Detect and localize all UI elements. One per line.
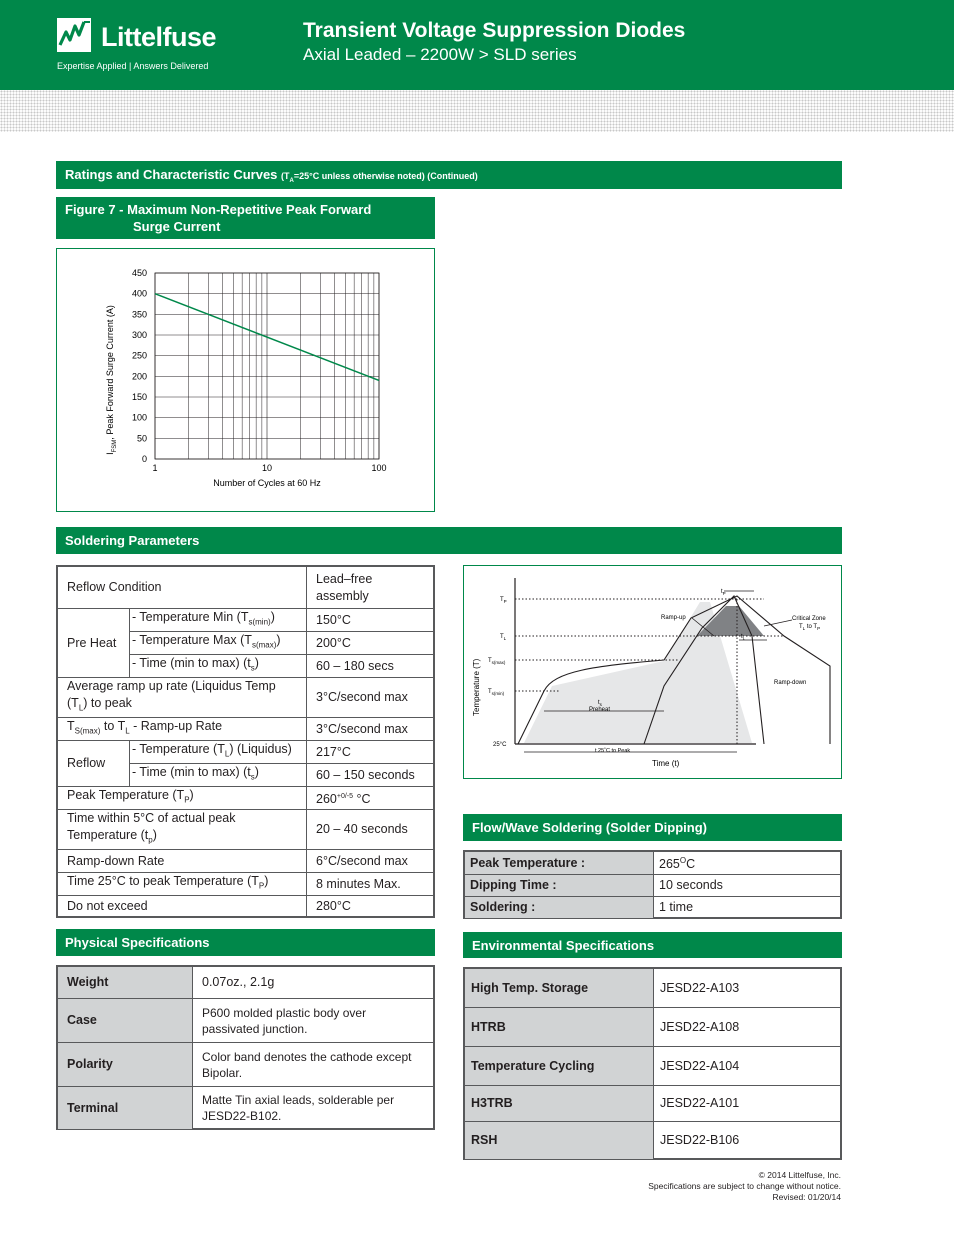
table-row [58, 873, 435, 896]
env-row-label: High Temp. Storage [465, 969, 654, 1008]
y-tick-label: 0 [141, 454, 147, 464]
physical-row-label: Weight [58, 967, 193, 999]
table-row [58, 741, 435, 764]
table-row [58, 810, 435, 850]
ramp-down-value: 6°C/second max [307, 850, 435, 873]
tsmax-label: $T_{s(max)}$ [488, 658, 506, 665]
time-25-peak-value: 8 minutes Max. [307, 873, 435, 896]
y-tick-label: 400 [131, 288, 147, 299]
tsmin-label: $T_{s(min)}$ [488, 689, 505, 696]
table-row [465, 852, 842, 875]
lead-free-value: Lead–free assembly [307, 567, 435, 609]
physical-title: Physical Specifications [65, 935, 210, 950]
critical-zone-range: $T_L$ to $T_P$ [799, 624, 821, 631]
logo-tagline: Expertise Applied | Answers Delivered [57, 61, 209, 71]
reflow-profile-diagram [464, 566, 841, 778]
temp-max-value: 200°C [307, 632, 435, 655]
y-tick-label: 100 [131, 412, 147, 423]
figure7-title-line2: Surge Current [133, 219, 221, 234]
document-subtitle: Axial Leaded – 2200W > SLD series [303, 45, 577, 64]
logo-wordmark: Littelfuse [101, 22, 217, 52]
y-tick-label: 300 [131, 330, 147, 340]
flow-row-label: Dipping Time : [465, 875, 654, 897]
reflow-label: Reflow [58, 741, 130, 787]
x-tick-label: 10 [261, 463, 273, 473]
table-row [58, 567, 435, 609]
physical-row-label: Terminal [58, 1087, 193, 1130]
flow-row-value: 1 time [654, 897, 842, 919]
within-5-label: Time within 5°C of actual peak Temperature $(t_p)$ [58, 810, 307, 850]
flow-row-value: $265^OC$ [654, 852, 842, 875]
soldering-params-table [57, 566, 435, 918]
x-tick-label: 100 [371, 463, 387, 473]
table-row [58, 678, 435, 718]
within-5-value: 20 – 40 seconds [307, 810, 435, 850]
document-title: Transient Voltage Suppression Diodes [303, 19, 686, 42]
flow-wave-table [464, 851, 842, 919]
reflow-temp-label: - Temperature $(T_L)$ (Liquidus) [130, 741, 307, 764]
do-not-exceed-label: Do not exceed [58, 896, 307, 918]
table-row [465, 875, 842, 897]
ratings-title: Ratings and Characteristic Curves [65, 167, 278, 182]
y-tick-label: 250 [131, 350, 147, 361]
critical-zone-label: Critical Zone [792, 616, 826, 622]
preheat-label: Preheat [589, 707, 611, 713]
env-row-value: JESD22-B106 [654, 1122, 842, 1160]
physical-row-value: 0.07oz., 2.1g [193, 967, 435, 999]
reflow-time-value: 60 – 150 seconds [307, 764, 435, 787]
flow-wave-title: Flow/Wave Soldering (Solder Dipping) [472, 820, 707, 835]
y-axis-label: $I_{FSM}$, Peak Forward Surge Current (A) [105, 305, 118, 455]
environmental-title: Environmental Specifications [472, 938, 655, 953]
env-row-value: JESD22-A101 [654, 1086, 842, 1122]
figure7-title-bar [56, 197, 435, 239]
env-row-value: JESD22-A108 [654, 1008, 842, 1047]
table-row [465, 897, 842, 919]
do-not-exceed-value: 280°C [307, 896, 435, 918]
y-tick-label: 200 [131, 371, 147, 382]
tp-time-label: $t_P$ [721, 589, 726, 596]
flow-row-value: 10 seconds [654, 875, 842, 897]
reflow-time-label: - Time (min to max) $(t_s)$ [130, 764, 307, 787]
littelfuse-logo-icon [57, 18, 97, 52]
tl-time-label: $t_L$ [741, 634, 746, 641]
temp-max-label: - Temperature Max $(T_{s(max)})$ [130, 632, 307, 655]
table-row [58, 787, 435, 810]
surge-current-chart [57, 249, 434, 511]
physical-section-bar [56, 929, 435, 956]
flow-wave-section-bar [463, 814, 842, 841]
profile-y-label: Temperature (T) [472, 658, 481, 716]
table-row [465, 1008, 842, 1047]
table-row [465, 1122, 842, 1160]
figure7-title-line1: Figure 7 - Maximum Non-Repetitive Peak Forward [65, 202, 372, 217]
avg-ramp-value: 3°C/second max [307, 678, 435, 718]
physical-row-value: P600 molded plastic body over passivated junction. [193, 999, 435, 1043]
time-minmax-value: 60 – 180 secs [307, 655, 435, 678]
y-tick-label: 350 [131, 309, 147, 320]
x-axis-label: Number of Cycles at 60 Hz [213, 478, 321, 488]
avg-ramp-label: Average ramp up rate (Liquidus Temp $(T_L)$ to peak [58, 678, 307, 718]
table-row [465, 1047, 842, 1086]
t25-label: 25°C [493, 742, 507, 748]
page-header [0, 0, 954, 90]
table-row [58, 967, 435, 999]
env-row-label: HTRB [465, 1008, 654, 1047]
environmental-section-bar [463, 932, 842, 958]
soldering-title: Soldering Parameters [65, 533, 200, 548]
environmental-specs-table [464, 968, 842, 1160]
footer-notice: Specifications are subject to change without notice. [648, 1181, 841, 1191]
time-minmax-label: - Time (min to max) $(t_s)$ [130, 655, 307, 678]
preheat-label: Pre Heat [58, 609, 130, 678]
x-tick-label: 1 [152, 463, 158, 473]
profile-x-label: Time (t) [652, 759, 680, 768]
ramp-up-label: Ramp-up [661, 615, 686, 621]
physical-row-label: Case [58, 999, 193, 1043]
tl-label: $T_L$ [500, 634, 507, 641]
flow-row-label: Soldering : [465, 897, 654, 919]
footer-copyright: © 2014 Littelfuse, Inc. [758, 1170, 841, 1180]
ratings-note: ($T_A=25^\circ C$ unless otherwise noted) (Continued) [281, 171, 478, 184]
header-dot-band [0, 90, 954, 132]
page-footer [648, 1170, 841, 1203]
physical-row-label: Polarity [58, 1043, 193, 1087]
ramp-down-label: Ramp-down [774, 680, 807, 686]
table-row [58, 609, 435, 632]
littelfuse-logo [57, 18, 217, 57]
table-row [58, 718, 435, 741]
time-25-peak-label: Time 25°C to peak Temperature $(T_P)$ [58, 873, 307, 896]
table-row [58, 999, 435, 1043]
peak-temp-value: $260^{+0/-5}$ °C [307, 787, 435, 810]
ratings-section-bar [56, 161, 842, 189]
table-row [58, 1043, 435, 1087]
env-row-label: Temperature Cycling [465, 1047, 654, 1086]
footer-revised: Revised: 01/20/14 [772, 1192, 841, 1202]
env-row-label: H3TRB [465, 1086, 654, 1122]
physical-row-value: Matte Tin axial leads, solderable per JESD22-B102. [193, 1087, 435, 1130]
temp-min-label: - Temperature Min $(T_{s(min)})$ [130, 609, 307, 632]
table-row [58, 896, 435, 918]
physical-specs-table [57, 966, 435, 1130]
y-tick-label: 50 [136, 433, 147, 444]
temp-min-value: 150°C [307, 609, 435, 632]
soldering-section-bar [56, 527, 842, 554]
env-row-value: JESD22-A103 [654, 969, 842, 1008]
physical-row-value: Color band denotes the cathode except Bipolar. [193, 1043, 435, 1087]
t25-peak-label: t 25˚C to Peak [595, 748, 631, 754]
ts-to-tl-value: 3°C/second max [307, 718, 435, 741]
reflow-condition-label: Reflow Condition [58, 567, 307, 609]
reflow-temp-value: 217°C [307, 741, 435, 764]
env-row-value: JESD22-A104 [654, 1047, 842, 1086]
table-row [58, 850, 435, 873]
ts-time-label: $t_s$ [598, 700, 602, 707]
table-row [465, 969, 842, 1008]
ramp-down-label: Ramp-down Rate [58, 850, 307, 873]
ts-to-tl-label: $T_{S(max)}$ to $T_L$ - Ramp-up Rate [58, 718, 307, 741]
reflow-profile-box [463, 565, 842, 779]
y-tick-label: 150 [131, 392, 147, 402]
y-tick-label: 450 [131, 268, 147, 278]
env-row-label: RSH [465, 1122, 654, 1160]
peak-temp-label: Peak Temperature $(T_P)$ [58, 787, 307, 810]
tp-label: $T_P$ [500, 597, 507, 604]
figure7-chart-box [56, 248, 435, 512]
flow-row-label: Peak Temperature : [465, 852, 654, 875]
table-row [58, 1087, 435, 1130]
table-row [465, 1086, 842, 1122]
